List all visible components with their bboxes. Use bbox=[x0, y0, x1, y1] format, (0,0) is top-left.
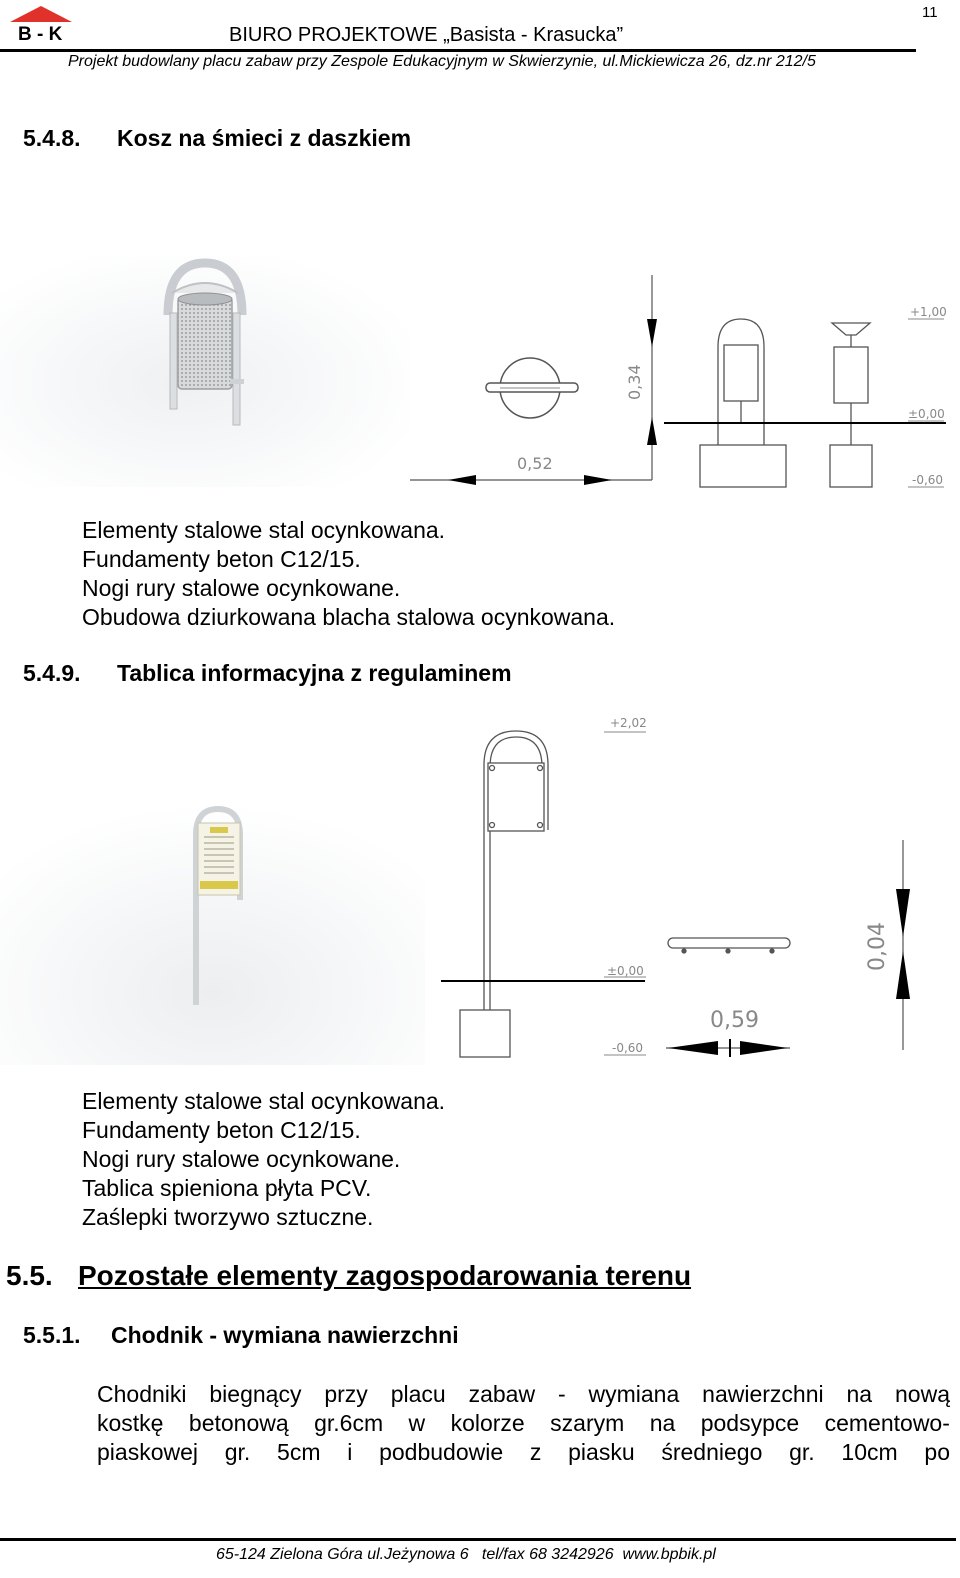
chapter-title bbox=[78, 1260, 691, 1292]
level-markers bbox=[604, 716, 647, 1055]
company-logo bbox=[8, 4, 74, 48]
board-thickness-dimension bbox=[865, 840, 910, 1050]
word: średniego bbox=[661, 1439, 763, 1465]
svg-text:+2,02: +2,02 bbox=[610, 716, 647, 730]
word: podbudowie bbox=[379, 1439, 504, 1465]
firm-name: BIURO PROJEKTOWE „Basista - Krasucka” bbox=[229, 24, 624, 46]
spec-line: Elementy stalowe stal ocynkowana. bbox=[82, 517, 446, 543]
bin-plan-view bbox=[486, 358, 578, 418]
word: gr. bbox=[789, 1439, 815, 1465]
word: nową bbox=[895, 1381, 950, 1407]
paragraph-line bbox=[97, 1380, 950, 1409]
word: 5cm bbox=[277, 1439, 321, 1465]
spec-line: Elementy stalowe stal ocynkowana. bbox=[82, 1088, 446, 1114]
bin-elevation-side bbox=[830, 323, 872, 487]
word: kolorze bbox=[450, 1410, 525, 1436]
word: biegnący bbox=[209, 1381, 302, 1407]
word: betonową bbox=[188, 1410, 289, 1436]
word: gr. bbox=[224, 1439, 251, 1465]
board-plan-view bbox=[668, 938, 790, 953]
word: zabaw bbox=[468, 1381, 536, 1407]
svg-text:±0,00: ±0,00 bbox=[908, 407, 945, 421]
width-label: 0,52 bbox=[517, 454, 553, 473]
height-label: 0,34 bbox=[625, 364, 644, 400]
word: z bbox=[529, 1439, 542, 1465]
word: wymiana bbox=[588, 1381, 680, 1407]
bin-specs bbox=[82, 516, 615, 632]
word: na bbox=[649, 1410, 676, 1436]
spec-line: Obudowa dziurkowana blacha stalowa ocynkowana. bbox=[82, 604, 616, 630]
word: piasku bbox=[568, 1439, 635, 1465]
word: cementowo- bbox=[824, 1410, 950, 1436]
spec-line: Fundamenty beton C12/15. bbox=[82, 546, 361, 572]
chapter-number: 5.5. bbox=[6, 1260, 53, 1291]
sidewalk-description bbox=[97, 1380, 950, 1467]
paragraph-line bbox=[97, 1409, 950, 1438]
project-subtitle: Projekt budowlany placu zabaw przy Zespole Edukacyjnym w Skwierzynie, ul.Mickiewicza 26, dz.nr 212/5 bbox=[68, 53, 816, 70]
svg-text:+1,00: +1,00 bbox=[910, 305, 947, 319]
word: kostkę bbox=[97, 1410, 164, 1436]
page-number: 11 bbox=[922, 4, 938, 21]
word: podsypce bbox=[700, 1410, 800, 1436]
board-thickness-label: 0,04 bbox=[865, 922, 890, 971]
height-dimension bbox=[625, 275, 657, 480]
section-title: Chodnik - wymiana nawierzchni bbox=[111, 1322, 459, 1348]
word: po bbox=[924, 1439, 950, 1465]
board-elevation bbox=[460, 731, 548, 1057]
info-board-figure bbox=[0, 705, 960, 1065]
word: nawierzchni bbox=[702, 1381, 824, 1407]
footer-divider bbox=[0, 1538, 956, 1541]
board-width-dimension bbox=[666, 1008, 790, 1057]
logo-text: B - K bbox=[18, 24, 63, 45]
spec-line: Nogi rury stalowe ocynkowane. bbox=[82, 575, 401, 601]
word: placu bbox=[390, 1381, 446, 1407]
word: - bbox=[557, 1381, 566, 1407]
chapter-title-text: Pozostałe elementy zagospodarowania terenu bbox=[78, 1260, 692, 1291]
trash-bin-figure bbox=[0, 255, 960, 490]
word: i bbox=[347, 1439, 353, 1465]
section-title: Kosz na śmieci z daszkiem bbox=[117, 125, 412, 151]
section-number: 5.4.8. bbox=[23, 125, 81, 151]
svg-text:-0,60: -0,60 bbox=[612, 1041, 644, 1055]
board-specs bbox=[82, 1087, 445, 1232]
footer-address: 65-124 Zielona Góra ul.Jeżynowa 6 tel/fax 68 3242926 www.bpbik.pl bbox=[216, 1546, 716, 1563]
section-number: 5.5.1. bbox=[23, 1322, 81, 1348]
word: piaskowej bbox=[97, 1439, 198, 1465]
level-markers bbox=[908, 305, 947, 487]
word: 10cm bbox=[841, 1439, 898, 1465]
bin-elevation-front bbox=[700, 319, 786, 487]
spec-line: Fundamenty beton C12/15. bbox=[82, 1117, 361, 1143]
svg-text:-0,60: -0,60 bbox=[912, 473, 944, 487]
section-title: Tablica informacyjna z regulaminem bbox=[117, 660, 512, 686]
board-render-background bbox=[0, 775, 425, 1065]
header-divider bbox=[0, 49, 916, 52]
spec-line: Nogi rury stalowe ocynkowane. bbox=[82, 1146, 401, 1172]
svg-text:±0,00: ±0,00 bbox=[607, 964, 644, 978]
spec-line: Zaślepki tworzywo sztuczne. bbox=[82, 1204, 374, 1230]
word: gr.6cm bbox=[314, 1410, 384, 1436]
paragraph-line bbox=[97, 1438, 950, 1467]
spec-line: Tablica spieniona płyta PCV. bbox=[82, 1175, 372, 1201]
word: w bbox=[408, 1410, 426, 1436]
section-number: 5.4.9. bbox=[23, 660, 81, 686]
word: Chodniki bbox=[97, 1381, 187, 1407]
word: przy bbox=[324, 1381, 368, 1407]
word: szarym bbox=[550, 1410, 625, 1436]
word: na bbox=[846, 1381, 873, 1407]
width-dimension bbox=[410, 454, 652, 485]
board-width-label: 0,59 bbox=[710, 1008, 759, 1033]
